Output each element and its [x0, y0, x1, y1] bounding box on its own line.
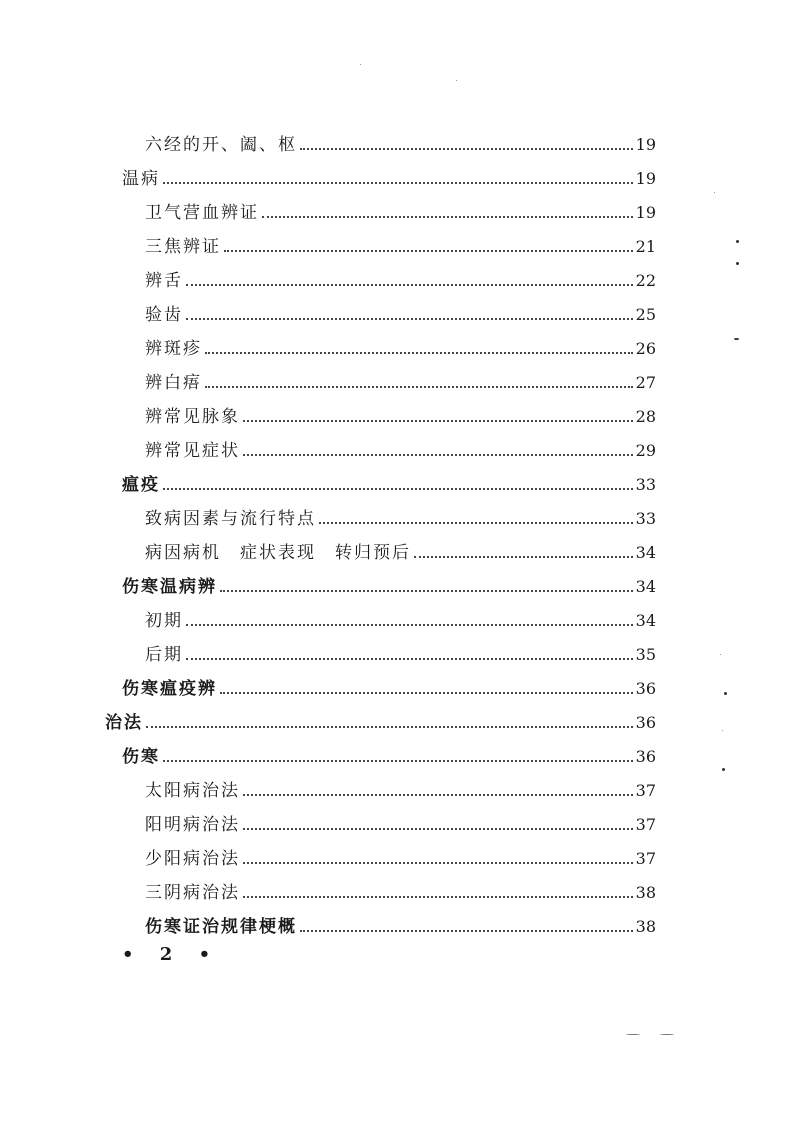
- toc-entry-title: 伤寒温病辨: [122, 577, 217, 597]
- toc-entry[interactable]: [145, 638, 656, 666]
- toc-entry-title: 三阴病治法: [145, 883, 240, 903]
- dot-leader: [300, 930, 633, 932]
- dot-leader: [224, 250, 633, 252]
- dot-leader: [186, 624, 633, 626]
- toc-entry[interactable]: [145, 366, 656, 394]
- toc-entry-page: 38: [635, 917, 656, 936]
- toc-entry-title: 伤寒瘟疫辨: [122, 679, 217, 699]
- toc-entry-title: 治法: [105, 713, 143, 733]
- scan-speck: [722, 768, 725, 771]
- toc-entry[interactable]: [145, 842, 656, 870]
- toc-entry-page: 19: [635, 135, 656, 154]
- scan-speck: [736, 240, 739, 243]
- toc-entry-page: 28: [635, 407, 656, 426]
- dot-leader: [186, 318, 633, 320]
- toc-entry-page: 34: [635, 577, 656, 596]
- toc-entry-page: 35: [635, 645, 656, 664]
- dot-leader: [220, 590, 633, 592]
- dot-leader: [243, 828, 633, 830]
- toc-entry-page: 34: [635, 611, 656, 630]
- dot-leader: [163, 760, 633, 762]
- dot-leader: [243, 862, 633, 864]
- toc-entry-title: 辨斑疹: [145, 339, 202, 359]
- scan-speck: [714, 192, 715, 193]
- toc-entry-page: 25: [635, 305, 656, 324]
- toc-entry[interactable]: [145, 434, 656, 462]
- toc-entry-title: 致病因素与流行特点: [145, 509, 316, 529]
- dot-leader: [205, 386, 633, 388]
- toc-entry-title: 卫气营血辨证: [145, 203, 259, 223]
- toc-entry-page: 37: [635, 815, 656, 834]
- toc-entry-title: 辨白痦: [145, 373, 202, 393]
- dot-leader: [220, 692, 633, 694]
- toc-entry-title: 六经的开、阖、枢: [145, 135, 297, 155]
- dot-leader: [243, 420, 633, 422]
- toc-entry[interactable]: [145, 502, 656, 530]
- toc-entry-title: 伤寒证治规律梗概: [145, 917, 297, 937]
- toc-entry-page: 26: [635, 339, 656, 358]
- toc-entry-title: 少阳病治法: [145, 849, 240, 869]
- toc-entry[interactable]: [145, 604, 656, 632]
- toc-entry-title: 三焦辨证: [145, 237, 221, 257]
- toc-entry[interactable]: [145, 128, 656, 156]
- toc-entry-title: 辨常见症状: [145, 441, 240, 461]
- toc-entry-page: 37: [635, 849, 656, 868]
- toc-entry-title: 初期: [145, 611, 183, 631]
- dot-leader: [186, 284, 633, 286]
- scan-speck: [456, 80, 457, 81]
- scan-speck: [660, 1034, 674, 1035]
- toc-entry-title: 验齿: [145, 305, 183, 325]
- scan-speck: [724, 692, 727, 695]
- toc-entry-page: 19: [635, 169, 656, 188]
- toc-entry-page: 36: [635, 679, 656, 698]
- toc-entry-title: 辨常见脉象: [145, 407, 240, 427]
- toc-entry[interactable]: [145, 196, 656, 224]
- toc-entry-page: 34: [635, 543, 656, 562]
- toc-entry-page: 29: [635, 441, 656, 460]
- scan-speck: [720, 654, 721, 655]
- scan-speck: [626, 1034, 640, 1035]
- dot-leader: [243, 454, 633, 456]
- dot-leader: [243, 896, 633, 898]
- scan-speck: [734, 338, 739, 340]
- toc-entry-page: 33: [635, 509, 656, 528]
- toc-entry-page: 36: [635, 747, 656, 766]
- dot-leader: [262, 216, 633, 218]
- toc-entry[interactable]: [122, 162, 656, 190]
- toc-entry-page: 33: [635, 475, 656, 494]
- toc-entry[interactable]: [145, 536, 656, 564]
- toc-entry[interactable]: [145, 808, 656, 836]
- toc-entry[interactable]: [105, 706, 656, 734]
- toc-entry[interactable]: [145, 230, 656, 258]
- toc-entry-title: 温病: [122, 169, 160, 189]
- toc-entry[interactable]: [145, 332, 656, 360]
- dot-leader: [146, 726, 633, 728]
- toc-entry[interactable]: [145, 264, 656, 292]
- page-number: • 2 •: [122, 944, 221, 965]
- toc-entry-page: 22: [635, 271, 656, 290]
- scan-speck: [360, 64, 361, 65]
- toc-entry[interactable]: [145, 774, 656, 802]
- toc-entry-page: 37: [635, 781, 656, 800]
- toc-entry[interactable]: [122, 468, 656, 496]
- scan-speck: [722, 730, 723, 731]
- toc-entry[interactable]: [122, 672, 656, 700]
- dot-leader: [300, 148, 633, 150]
- toc-entry-title: 阳明病治法: [145, 815, 240, 835]
- toc-entry-title: 伤寒: [122, 747, 160, 767]
- toc-entry-title: 病因病机 症状表现 转归预后: [145, 543, 411, 563]
- toc-entry-title: 瘟疫: [122, 475, 160, 495]
- dot-leader: [163, 488, 633, 490]
- toc-entry[interactable]: [122, 740, 656, 768]
- toc-entry-title: 太阳病治法: [145, 781, 240, 801]
- dot-leader: [319, 522, 633, 524]
- dot-leader: [186, 658, 633, 660]
- toc-entry-page: 36: [635, 713, 656, 732]
- toc-entry[interactable]: [122, 570, 656, 598]
- toc-entry-title: 辨舌: [145, 271, 183, 291]
- dot-leader: [414, 556, 633, 558]
- scan-speck: [736, 262, 739, 265]
- toc-entry-page: 27: [635, 373, 656, 392]
- toc-entry-page: 38: [635, 883, 656, 902]
- toc-entry-page: 19: [635, 203, 656, 222]
- toc-entry-page: 21: [635, 237, 656, 256]
- toc-entry[interactable]: [145, 298, 656, 326]
- dot-leader: [243, 794, 633, 796]
- toc-entry[interactable]: [145, 910, 656, 938]
- dot-leader: [205, 352, 633, 354]
- toc-entry-title: 后期: [145, 645, 183, 665]
- dot-leader: [163, 182, 633, 184]
- toc-entry[interactable]: [145, 400, 656, 428]
- toc-entry[interactable]: [145, 876, 656, 904]
